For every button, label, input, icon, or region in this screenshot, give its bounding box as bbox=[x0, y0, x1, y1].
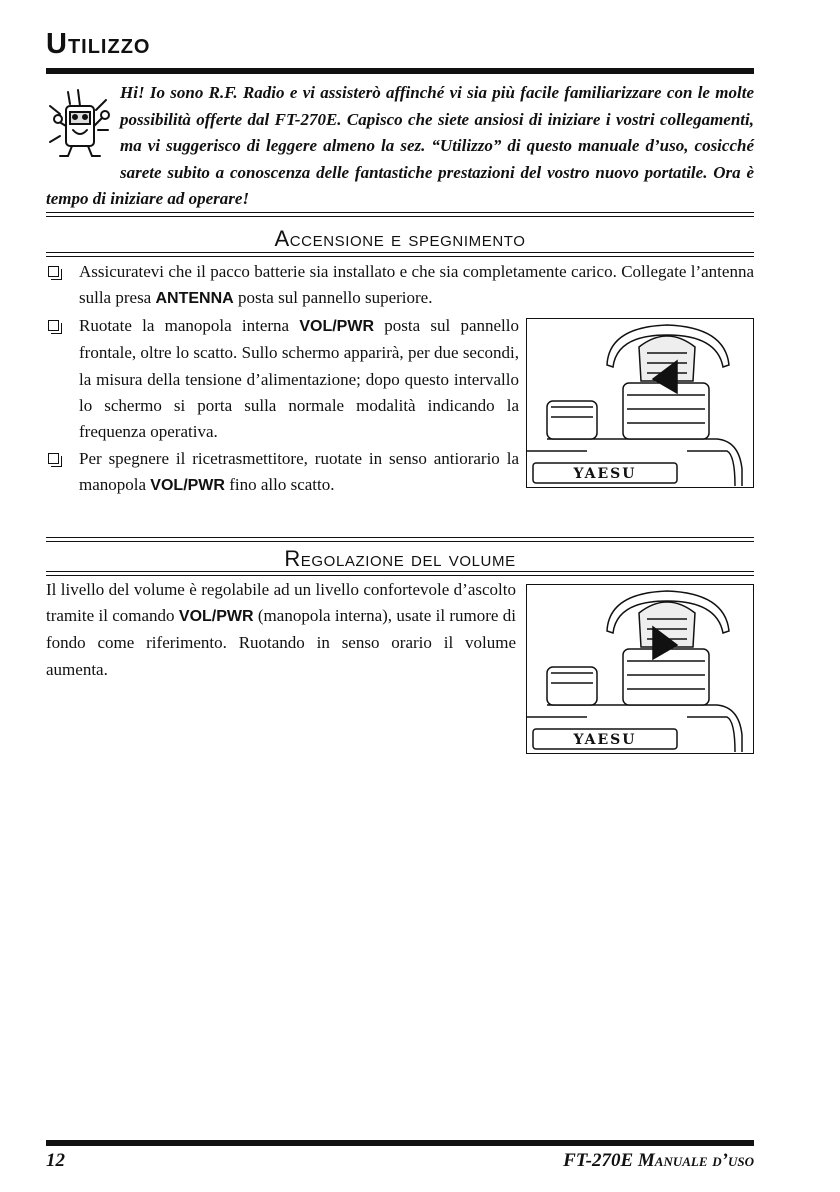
bullet-item bbox=[46, 446, 519, 500]
keyword-vol-pwr: VOL/PWR bbox=[150, 477, 225, 495]
bullet-text: Per spegnere il ricetrasmettitore, ruotate in senso antiorario la manopola bbox=[79, 448, 519, 495]
section-title-volume: Regolazione del volume bbox=[284, 546, 516, 571]
intro-paragraph bbox=[46, 80, 754, 213]
page-title: Utilizzo bbox=[46, 28, 151, 60]
radio-top-illustration bbox=[527, 585, 752, 752]
keyword-vol-pwr: VOL/PWR bbox=[299, 317, 375, 335]
footer-rule bbox=[46, 1140, 754, 1146]
paragraph-text: Il livello del volume è regolabile ad un livello confortevole d’ascolto tramite il comando bbox=[46, 580, 516, 626]
bullet-text: posta sul pannello superiore. bbox=[233, 288, 433, 308]
bullet-item bbox=[46, 313, 519, 446]
section-title-power: Accensione e spegnimento bbox=[274, 226, 526, 251]
paragraph-text: (manopola interna), usate il rumore di fondo come riferimento. Ruotando in senso orario il volume aumenta. bbox=[46, 606, 517, 679]
title-rule bbox=[46, 68, 754, 74]
manual-title: FT-270E Manuale d’uso bbox=[563, 1150, 754, 1171]
keyword-vol-pwr: VOL/PWR bbox=[178, 608, 254, 626]
intro-rule bbox=[46, 212, 754, 217]
volume-paragraph bbox=[46, 577, 516, 683]
section-rule bbox=[46, 537, 754, 542]
radio-top-illustration bbox=[527, 319, 752, 486]
section-rule bbox=[46, 252, 754, 257]
bullet-text: fino allo scatto. bbox=[224, 475, 335, 495]
radio-knob-figure-volume bbox=[526, 584, 754, 754]
checkbox-bullet-icon bbox=[48, 266, 59, 277]
brand-label: YAESU bbox=[573, 466, 637, 482]
radio-knob-figure-power bbox=[526, 318, 754, 488]
checkbox-bullet-icon bbox=[48, 320, 59, 331]
checkbox-bullet-icon bbox=[48, 453, 59, 464]
keyword-antenna: ANTENNA bbox=[155, 290, 234, 308]
bullet-item bbox=[46, 259, 754, 313]
brand-label: YAESU bbox=[573, 732, 637, 748]
intro-text: Hi! Io sono R.F. Radio e vi assisterò affinché vi sia più facile familiarizzare con le molte possibilità offerte dal FT-270E. Capisco che siete ansiosi di iniziare i vostri collegamenti, ma vi suggerisco di leggere almeno la sez. “Utilizzo” di questo manuale d’uso, cosicché sarete subito a conoscenza delle fantastiche prestazioni del vostro nuovo portatile. Ora è tempo di iniziare ad operare! bbox=[46, 83, 754, 208]
bullet-text: posta sul pannello frontale, oltre lo scatto. Sullo schermo apparirà, per due secondi, la misura della tensione d’alimentazione; dopo questo intervallo lo schermo si porta sulla normale modalità indicando la frequenza operativa. bbox=[79, 315, 519, 442]
section-rule bbox=[46, 571, 754, 576]
bullet-text: Assicuratevi che il pacco batterie sia installato e che sia completamente carico. Collegate l’antenna sulla presa bbox=[79, 262, 754, 308]
mascot-radio-icon bbox=[46, 86, 112, 160]
bullet-text: Ruotate la manopola interna bbox=[79, 315, 300, 335]
page-number: 12 bbox=[46, 1150, 65, 1171]
